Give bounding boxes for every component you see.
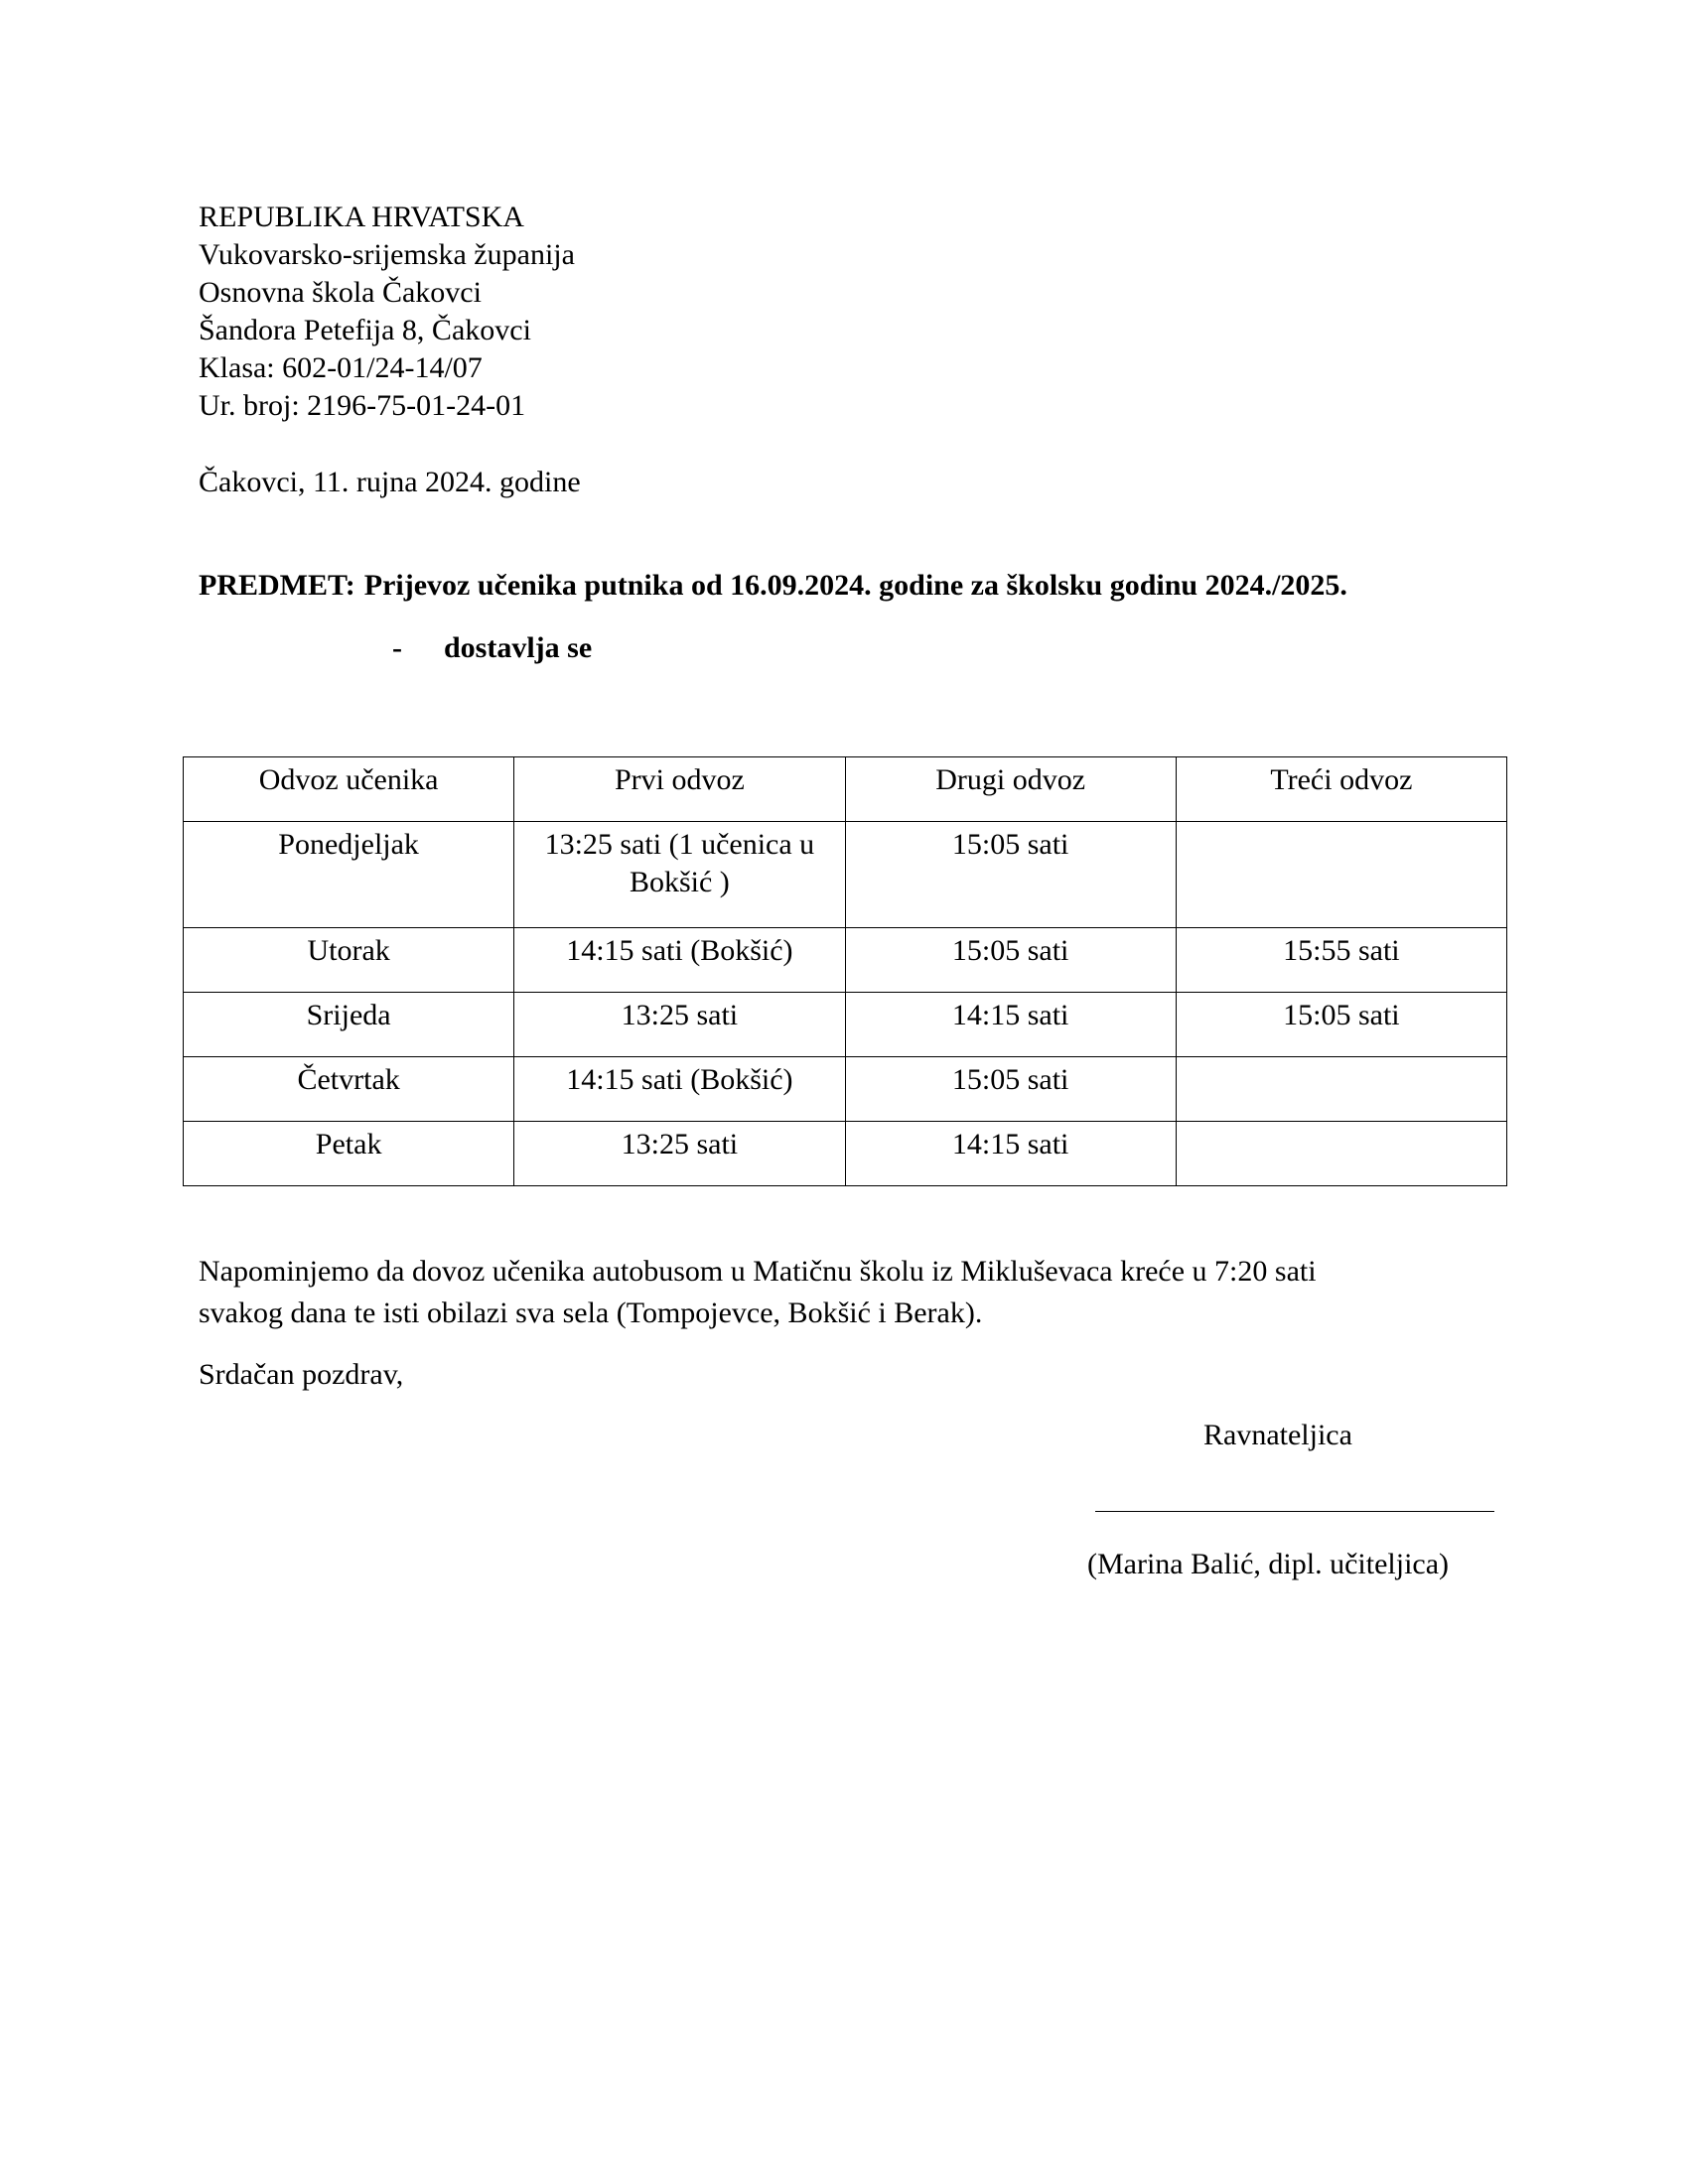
table-row <box>184 928 1507 993</box>
table-cell-day: Utorak <box>184 928 514 993</box>
signatory-title: Ravnateljica <box>1203 1419 1352 1451</box>
closing-greeting: Srdačan pozdrav, <box>199 1358 404 1391</box>
letterhead-country: REPUBLIKA HRVATSKA <box>199 201 524 233</box>
table-cell <box>1176 822 1506 928</box>
table-cell-day: Petak <box>184 1122 514 1186</box>
note-line: Napominjemo da dovoz učenika autobusom u Matičnu školu iz Mikluševaca kreće u 7:20 sati <box>199 1255 1317 1288</box>
table-cell: 13:25 sati <box>514 1122 845 1186</box>
signature-line <box>1095 1511 1494 1512</box>
table-cell: 14:15 sati <box>845 1122 1176 1186</box>
table-row <box>184 1122 1507 1186</box>
letterhead-county: Vukovarsko-srijemska županija <box>199 238 575 271</box>
letterhead-school: Osnovna škola Čakovci <box>199 276 482 309</box>
note-paragraph <box>199 1251 1509 1334</box>
table-row <box>184 993 1507 1057</box>
document-date: Čakovci, 11. rujna 2024. godine <box>199 466 581 498</box>
table-cell: 15:05 sati <box>845 1057 1176 1122</box>
note-line: svakog dana te isti obilazi sva sela (Tompojevce, Bokšić i Berak). <box>199 1297 983 1329</box>
table-cell-day: Srijeda <box>184 993 514 1057</box>
table-header-cell: Treći odvoz <box>1176 757 1506 822</box>
table-header-cell: Odvoz učenika <box>184 757 514 822</box>
signatory-name: (Marina Balić, dipl. učiteljica) <box>1087 1548 1450 1580</box>
table-cell: 15:55 sati <box>1176 928 1506 993</box>
subject-bullet <box>392 629 592 667</box>
transport-schedule-table <box>183 756 1507 1186</box>
table-cell: 14:15 sati (Bokšić) <box>514 1057 845 1122</box>
table-cell <box>1176 1057 1506 1122</box>
table-cell-day: Četvrtak <box>184 1057 514 1122</box>
table-cell: 15:05 sati <box>845 928 1176 993</box>
letterhead <box>199 199 1092 425</box>
table-header-cell: Prvi odvoz <box>514 757 845 822</box>
table-header-cell: Drugi odvoz <box>845 757 1176 822</box>
table-cell-day: Ponedjeljak <box>184 822 514 928</box>
table-cell: 15:05 sati <box>845 822 1176 928</box>
table-cell: 13:25 sati <box>514 993 845 1057</box>
table-cell <box>1176 1122 1506 1186</box>
subject-text: Prijevoz učenika putnika od 16.09.2024. godine za školsku godinu 2024./2025. <box>363 569 1347 602</box>
subject-label: PREDMET: <box>199 569 355 602</box>
bullet-text: dostavlja se <box>444 631 593 664</box>
table-row <box>184 1057 1507 1122</box>
bullet-dash: - <box>392 631 402 664</box>
table-cell: 14:15 sati <box>845 993 1176 1057</box>
subject-line <box>199 567 1347 605</box>
letterhead-address: Šandora Petefija 8, Čakovci <box>199 314 531 346</box>
table-row <box>184 822 1507 928</box>
table-header-row <box>184 757 1507 822</box>
table-cell: 14:15 sati (Bokšić) <box>514 928 845 993</box>
table-cell: 15:05 sati <box>1176 993 1506 1057</box>
letterhead-klasa: Klasa: 602-01/24-14/07 <box>199 351 483 384</box>
table-cell: 13:25 sati (1 učenica u Bokšić ) <box>514 822 845 928</box>
letterhead-ur-broj: Ur. broj: 2196-75-01-24-01 <box>199 389 526 422</box>
